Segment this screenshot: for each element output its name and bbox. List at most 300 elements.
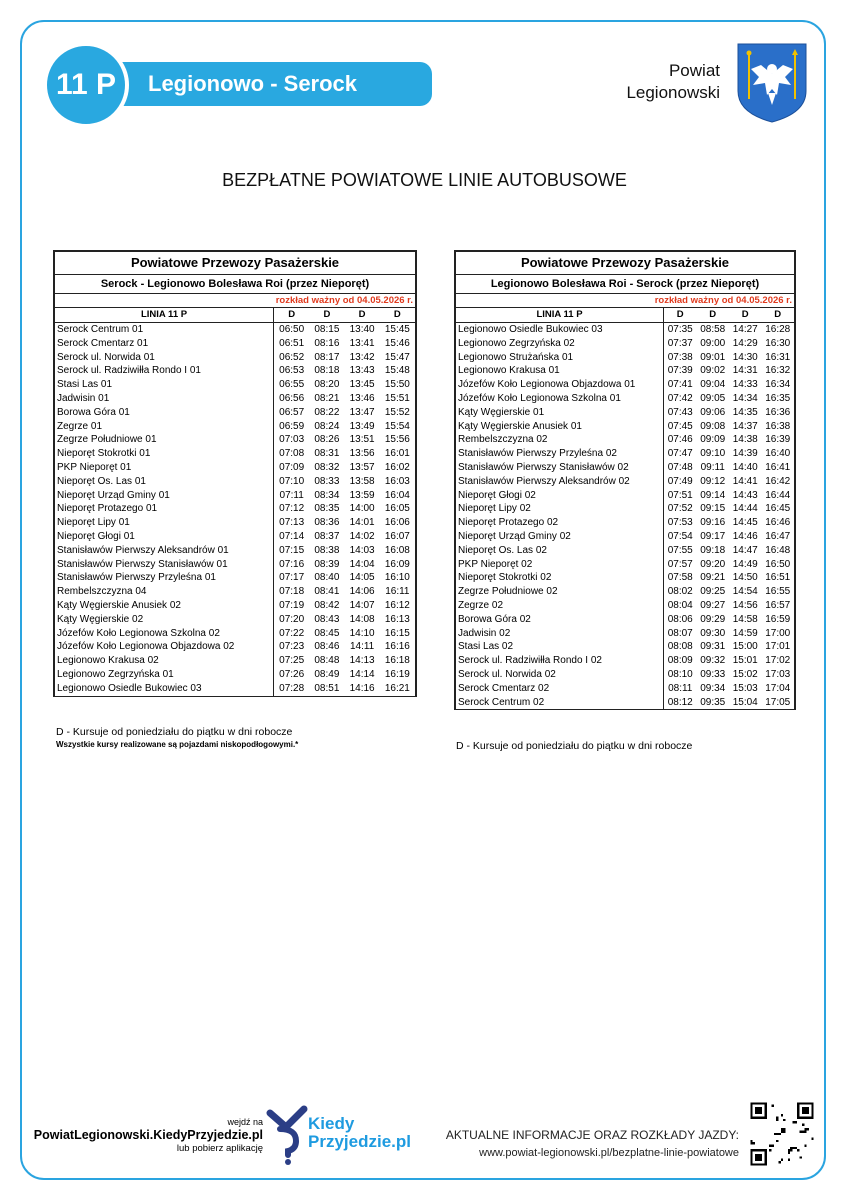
- line-label: LINIA 11 P: [455, 308, 663, 323]
- stop-name: Rembelszczyzna 02: [455, 433, 663, 447]
- departure-time: 07:20: [274, 613, 310, 627]
- departure-time: 07:25: [274, 654, 310, 668]
- stop-name: Nieporęt Lipy 02: [455, 502, 663, 516]
- table-row: [54, 640, 416, 654]
- departure-time: 14:34: [732, 392, 758, 404]
- departure-time: 08:20: [314, 379, 340, 391]
- main-heading: BEZPŁATNE POWIATOWE LINIE AUTOBUSOWE: [222, 170, 627, 190]
- stop-name: Serock ul. Norwida 01: [54, 351, 274, 365]
- departure-time: 15:54: [380, 420, 416, 434]
- departure-time: 16:35: [761, 392, 795, 406]
- departure-time: 08:21: [314, 392, 340, 404]
- departure-time: 06:50: [274, 323, 310, 337]
- departure-time: 13:41: [349, 337, 375, 349]
- table-row: [54, 489, 416, 503]
- departure-time: 16:40: [761, 447, 795, 461]
- stop-name: Legionowo Zegrzyńska 02: [455, 337, 663, 351]
- departure-time: 16:01: [380, 447, 416, 461]
- stop-name: Serock Centrum 01: [54, 323, 274, 337]
- departure-time: 08:58: [696, 323, 729, 337]
- departure-time: 09:15: [700, 503, 726, 515]
- validity-date: rozkład ważny od 04.05.2026 r.: [455, 294, 795, 308]
- table-row: [455, 475, 795, 489]
- departure-time: 16:51: [761, 571, 795, 585]
- table-row: [54, 475, 416, 489]
- departure-time: 16:55: [761, 585, 795, 599]
- departure-time: 09:27: [700, 599, 726, 611]
- stop-name: Józefów Koło Legionowa Objazdowa 01: [455, 378, 663, 392]
- departure-time: 08:43: [314, 613, 340, 625]
- departure-time: 07:35: [663, 323, 696, 337]
- table-row: [54, 323, 416, 337]
- departure-time: 08:10: [663, 668, 696, 682]
- line-label: LINIA 11 P: [54, 308, 274, 323]
- departure-time: 17:04: [761, 682, 795, 696]
- departure-time: 13:57: [349, 461, 375, 473]
- departure-time: 07:17: [274, 571, 310, 585]
- departure-time: 07:16: [274, 558, 310, 572]
- footer-visit-label: wejdź na: [227, 1117, 263, 1127]
- stop-name: Nieporęt Lipy 01: [54, 516, 274, 530]
- departure-time: 06:51: [274, 337, 310, 351]
- stop-name: Borowa Góra 02: [455, 613, 663, 627]
- departure-time: 07:37: [663, 337, 696, 351]
- departure-time: 16:19: [380, 668, 416, 682]
- departure-time: 16:44: [761, 489, 795, 503]
- table-row: [455, 447, 795, 461]
- departure-time: 08:02: [663, 585, 696, 599]
- stop-name: Zegrze 01: [54, 420, 274, 434]
- departure-time: 14:40: [732, 461, 758, 473]
- departure-time: 15:56: [380, 433, 416, 447]
- departure-time: 16:38: [761, 420, 795, 434]
- departure-time: 16:42: [761, 475, 795, 489]
- table-row: [455, 489, 795, 503]
- departure-time: 16:34: [761, 378, 795, 392]
- stop-name: Jadwisin 02: [455, 627, 663, 641]
- departure-time: 07:53: [663, 516, 696, 530]
- departure-time: 16:04: [380, 489, 416, 503]
- departure-time: 16:12: [380, 599, 416, 613]
- stop-name: Nieporęt Głogi 02: [455, 489, 663, 503]
- table-row: [455, 696, 795, 710]
- table-row: [54, 420, 416, 434]
- table-row: [455, 461, 795, 475]
- departure-time: 15:04: [729, 696, 762, 710]
- stop-name: Kąty Węgierskie 02: [54, 613, 274, 627]
- departure-time: 09:02: [700, 365, 726, 377]
- table-row: [54, 682, 416, 696]
- stop-name: Józefów Koło Legionowa Szkolna 02: [54, 627, 274, 641]
- departure-time: 08:42: [314, 599, 340, 611]
- departure-time: 08:06: [663, 613, 696, 627]
- table-row: [54, 337, 416, 351]
- table-row: [455, 378, 795, 392]
- departure-time: 07:49: [663, 475, 696, 489]
- table-row: [455, 364, 795, 378]
- qr-code-icon[interactable]: [748, 1100, 816, 1168]
- timetable-left: [53, 250, 417, 697]
- departure-time: 14:30: [732, 351, 758, 363]
- departure-time: 16:03: [380, 475, 416, 489]
- departure-time: 09:17: [700, 530, 726, 542]
- departure-time: 16:18: [380, 654, 416, 668]
- departure-time: 16:57: [761, 599, 795, 613]
- departure-time: 13:42: [349, 351, 375, 363]
- departure-time: 07:09: [274, 461, 310, 475]
- departure-time: 08:46: [314, 641, 340, 653]
- day-mark: D: [663, 308, 696, 323]
- departure-time: 16:07: [380, 530, 416, 544]
- day-mark: D: [761, 308, 795, 323]
- departure-time: 07:28: [274, 682, 310, 696]
- table-row: [54, 668, 416, 682]
- departure-time: 07:14: [274, 530, 310, 544]
- departure-time: 16:32: [761, 364, 795, 378]
- departure-time: 07:46: [663, 433, 696, 447]
- stop-name: Nieporęt Stokrotki 01: [54, 447, 274, 461]
- table-row: [455, 323, 795, 337]
- departure-time: 14:47: [732, 544, 758, 556]
- departure-time: 09:33: [700, 668, 726, 680]
- departure-time: 07:48: [663, 461, 696, 475]
- departure-time: 08:08: [663, 640, 696, 654]
- departure-time: 16:11: [380, 585, 416, 599]
- departure-time: 08:37: [314, 530, 340, 542]
- departure-time: 08:45: [314, 627, 340, 639]
- departure-time: 16:13: [380, 613, 416, 627]
- table-row: [54, 351, 416, 365]
- departure-time: 08:40: [314, 572, 340, 584]
- stop-name: Rembelszczyzna 04: [54, 585, 274, 599]
- departure-time: 07:03: [274, 433, 310, 447]
- table-row: [455, 392, 795, 406]
- departure-time: 17:02: [761, 654, 795, 668]
- departure-time: 14:33: [732, 379, 758, 391]
- stop-name: Jadwisin 01: [54, 392, 274, 406]
- footer-info-label: AKTUALNE INFORMACJE ORAZ ROZKŁADY JAZDY:: [445, 1128, 739, 1142]
- departure-time: 09:20: [700, 558, 726, 570]
- departure-time: 17:05: [761, 696, 795, 710]
- departure-time: 08:39: [314, 558, 340, 570]
- departure-time: 08:49: [314, 668, 340, 680]
- departure-time: 13:45: [349, 379, 375, 391]
- departure-time: 15:00: [732, 641, 758, 653]
- table-row: [455, 337, 795, 351]
- county-name: [605, 60, 720, 104]
- coat-of-arms-icon: [737, 43, 807, 123]
- departure-time: 07:18: [274, 585, 310, 599]
- day-mark: D: [696, 308, 729, 323]
- kiedyprzyjedzie-logo-icon: [266, 1105, 308, 1165]
- departure-time: 16:41: [761, 461, 795, 475]
- departure-time: 07:55: [663, 544, 696, 558]
- departure-time: 15:47: [380, 351, 416, 365]
- stop-name: Serock Cmentarz 01: [54, 337, 274, 351]
- table-row: [54, 599, 416, 613]
- table-row: [455, 516, 795, 530]
- stop-name: Legionowo Osiedle Bukowiec 03: [54, 682, 274, 696]
- departure-time: 07:08: [274, 447, 310, 461]
- stop-name: Zegrze Południowe 01: [54, 433, 274, 447]
- departure-time: 15:52: [380, 406, 416, 420]
- footer-app-label: lub pobierz aplikację: [176, 1143, 263, 1154]
- stop-name: Serock ul. Radziwiłła Rondo I 02: [455, 654, 663, 668]
- departure-time: 07:13: [274, 516, 310, 530]
- departure-time: 07:22: [274, 627, 310, 641]
- table-row: [455, 585, 795, 599]
- departure-time: 17:01: [761, 640, 795, 654]
- departure-time: 14:49: [732, 558, 758, 570]
- table-row: [455, 654, 795, 668]
- stop-name: Legionowo Osiedle Bukowiec 03: [455, 323, 663, 337]
- table-row: [455, 627, 795, 641]
- table-row: [455, 682, 795, 696]
- route-name: Serock - Legionowo Bolesława Roi (przez Nieporęt): [54, 275, 416, 294]
- table-row: [455, 544, 795, 558]
- departure-time: 14:50: [732, 572, 758, 584]
- stop-name: Nieporęt Stokrotki 02: [455, 571, 663, 585]
- table-row: [455, 668, 795, 682]
- departure-time: 14:07: [349, 599, 375, 611]
- departure-time: 16:47: [761, 530, 795, 544]
- table-row: [455, 571, 795, 585]
- timetable-right: [454, 250, 796, 710]
- stop-name: Stanisławów Pierwszy Stanisławów 01: [54, 558, 274, 572]
- stop-name: Stanisławów Pierwszy Przyleśna 01: [54, 571, 274, 585]
- departure-time: 08:36: [314, 517, 340, 529]
- departure-time: 07:19: [274, 599, 310, 613]
- departure-time: 16:21: [380, 682, 416, 696]
- stop-name: Stasi Las 02: [455, 640, 663, 654]
- departure-time: 09:01: [700, 351, 726, 363]
- departure-time: 14:04: [349, 558, 375, 570]
- departure-time: 16:28: [761, 323, 795, 337]
- departure-time: 14:41: [732, 475, 758, 487]
- departure-time: 14:16: [345, 682, 380, 696]
- departure-time: 14:02: [349, 530, 375, 542]
- departure-time: 07:12: [274, 502, 310, 516]
- departure-time: 08:48: [314, 655, 340, 667]
- stop-name: Stanisławów Pierwszy Aleksandrów 01: [54, 544, 274, 558]
- departure-time: 13:59: [349, 489, 375, 501]
- departure-time: 09:06: [700, 406, 726, 418]
- table-row: [54, 433, 416, 447]
- stop-name: Józefów Koło Legionowa Szkolna 01: [455, 392, 663, 406]
- stop-name: Józefów Koło Legionowa Objazdowa 02: [54, 640, 274, 654]
- departure-time: 07:39: [663, 364, 696, 378]
- stop-name: Stanisławów Pierwszy Stanisławów 02: [455, 461, 663, 475]
- stop-name: Nieporęt Urząd Gminy 02: [455, 530, 663, 544]
- line-number-badge: 11 P: [43, 42, 129, 128]
- departure-time: 09:00: [700, 337, 726, 349]
- departure-time: 15:51: [380, 392, 416, 406]
- stop-name: Nieporęt Urząd Gminy 01: [54, 489, 274, 503]
- stop-name: Kąty Węgierskie 01: [455, 406, 663, 420]
- departure-time: 09:16: [700, 517, 726, 529]
- departure-time: 06:55: [274, 378, 310, 392]
- table-row: [54, 447, 416, 461]
- stop-name: Kąty Węgierskie Anusiek 01: [455, 420, 663, 434]
- departure-time: 14:44: [732, 503, 758, 515]
- departure-time: 08:16: [314, 337, 340, 349]
- operator-name: Powiatowe Przewozy Pasażerskie: [54, 251, 416, 275]
- departure-time: 13:46: [349, 392, 375, 404]
- departure-time: 14:58: [732, 613, 758, 625]
- departure-time: 13:47: [349, 406, 375, 418]
- departure-time: 16:45: [761, 502, 795, 516]
- departure-time: 14:37: [732, 420, 758, 432]
- departure-time: 16:09: [380, 558, 416, 572]
- departure-time: 09:11: [700, 461, 725, 473]
- departure-time: 14:08: [349, 613, 375, 625]
- table-row: [54, 378, 416, 392]
- departure-time: 14:39: [732, 448, 758, 460]
- table-row: [54, 530, 416, 544]
- departure-time: 16:10: [380, 571, 416, 585]
- departure-time: 14:11: [349, 641, 375, 653]
- stop-name: PKP Nieporęt 02: [455, 558, 663, 572]
- day-mark: D: [345, 308, 380, 323]
- stop-name: Legionowo Krakusa 02: [54, 654, 274, 668]
- stop-name: Zegrze Południowe 02: [455, 585, 663, 599]
- departure-time: 16:30: [761, 337, 795, 351]
- departure-time: 09:12: [700, 475, 726, 487]
- departure-time: 17:00: [761, 627, 795, 641]
- route-title: Legionowo - Serock: [148, 71, 358, 96]
- table-row: [54, 558, 416, 572]
- departure-time: 08:31: [314, 448, 340, 460]
- table-row: [54, 613, 416, 627]
- departure-time: 07:41: [663, 378, 696, 392]
- table-row: [455, 351, 795, 365]
- departure-time: 13:40: [345, 323, 380, 337]
- departure-time: 13:51: [349, 434, 375, 446]
- departure-time: 09:04: [700, 379, 726, 391]
- departure-time: 07:38: [663, 351, 696, 365]
- departure-time: 15:01: [732, 655, 758, 667]
- departure-time: 09:31: [700, 641, 726, 653]
- table-row: [455, 406, 795, 420]
- departure-time: 07:11: [274, 489, 310, 503]
- table-row: [455, 599, 795, 613]
- departure-time: 16:08: [380, 544, 416, 558]
- departure-time: 14:13: [349, 655, 375, 667]
- departure-time: 16:06: [380, 516, 416, 530]
- departure-time: 08:18: [314, 365, 340, 377]
- departure-time: 15:48: [380, 364, 416, 378]
- departure-time: 06:57: [274, 406, 310, 420]
- departure-time: 09:32: [700, 655, 726, 667]
- table-row: [455, 613, 795, 627]
- table-row: [455, 640, 795, 654]
- stop-name: Legionowo Zegrzyńska 01: [54, 668, 274, 682]
- low-floor-note: Wszystkie kursy realizowane są pojazdami niskopodłogowymi.*: [56, 740, 299, 749]
- departure-time: 08:51: [309, 682, 344, 696]
- departure-time: 08:12: [663, 696, 696, 710]
- departure-time: 14:56: [732, 599, 758, 611]
- departure-time: 09:18: [700, 544, 726, 556]
- stop-name: Nieporęt Os. Las 02: [455, 544, 663, 558]
- stop-name: Serock Cmentarz 02: [455, 682, 663, 696]
- footer-www-link[interactable]: www.powiat-legionowski.pl/bezplatne-linie-powiatowe: [479, 1147, 739, 1159]
- stop-name: Nieporęt Protazego 01: [54, 502, 274, 516]
- day-mark: D: [309, 308, 344, 323]
- footer-url-link[interactable]: PowiatLegionowski.KiedyPrzyjedzie.pl: [33, 1128, 263, 1142]
- departure-time: 14:05: [349, 572, 375, 584]
- departure-time: 14:10: [349, 627, 375, 639]
- table-row: [54, 544, 416, 558]
- departure-time: 13:56: [349, 448, 375, 460]
- brand-line1: Kiedy: [308, 1114, 355, 1133]
- departure-time: 15:02: [732, 668, 758, 680]
- departure-time: 07:51: [663, 489, 696, 503]
- stop-name: PKP Nieporęt 01: [54, 461, 274, 475]
- table-row: [455, 433, 795, 447]
- table-row: [54, 516, 416, 530]
- stop-name: Serock Centrum 02: [455, 696, 663, 710]
- departure-time: 07:15: [274, 544, 310, 558]
- validity-date: rozkład ważny od 04.05.2026 r.: [54, 294, 416, 308]
- departure-time: 08:35: [314, 503, 340, 515]
- departure-time: 08:24: [314, 420, 340, 432]
- stop-name: Legionowo Krakusa 01: [455, 364, 663, 378]
- departure-time: 07:45: [663, 420, 696, 434]
- table-row: [455, 502, 795, 516]
- table-row: [54, 406, 416, 420]
- route-name: Legionowo Bolesława Roi - Serock (przez Nieporęt): [455, 275, 795, 294]
- table-row: [54, 585, 416, 599]
- stop-name: Borowa Góra 01: [54, 406, 274, 420]
- stop-name: Stasi Las 01: [54, 378, 274, 392]
- departure-time: 09:14: [700, 489, 726, 501]
- departure-time: 14:06: [349, 586, 375, 598]
- departure-time: 16:02: [380, 461, 416, 475]
- stop-name: Stanisławów Pierwszy Aleksandrów 02: [455, 475, 663, 489]
- departure-time: 08:26: [314, 434, 340, 446]
- departure-time: 14:31: [732, 365, 758, 377]
- stop-name: Serock ul. Radziwiłła Rondo I 01: [54, 364, 274, 378]
- departure-time: 07:47: [663, 447, 696, 461]
- departure-time: 06:59: [274, 420, 310, 434]
- table-row: [54, 392, 416, 406]
- departure-time: 16:05: [380, 502, 416, 516]
- stop-name: Nieporęt Os. Las 01: [54, 475, 274, 489]
- day-mark: D: [729, 308, 762, 323]
- stop-name: Serock ul. Norwida 02: [455, 668, 663, 682]
- departure-time: 17:03: [761, 668, 795, 682]
- stop-name: Kąty Węgierskie Anusiek 02: [54, 599, 274, 613]
- departure-time: 08:22: [314, 406, 340, 418]
- departure-time: 08:33: [314, 475, 340, 487]
- day-mark: D: [274, 308, 310, 323]
- departure-time: 14:43: [732, 489, 758, 501]
- departure-time: 14:03: [349, 544, 375, 556]
- departure-time: 08:17: [314, 351, 340, 363]
- departure-time: 14:01: [349, 517, 375, 529]
- departure-time: 16:15: [380, 627, 416, 641]
- table-row: [455, 558, 795, 572]
- footnote-left: D - Kursuje od poniedziału do piątku w dni robocze: [56, 726, 293, 738]
- departure-time: 13:58: [349, 475, 375, 487]
- departure-time: 09:21: [700, 572, 726, 584]
- departure-time: 09:25: [700, 586, 726, 598]
- table-row: [54, 461, 416, 475]
- table-row: [455, 530, 795, 544]
- departure-time: 16:16: [380, 640, 416, 654]
- county-line2: Legionowski: [626, 83, 720, 102]
- departure-time: 08:41: [314, 586, 340, 598]
